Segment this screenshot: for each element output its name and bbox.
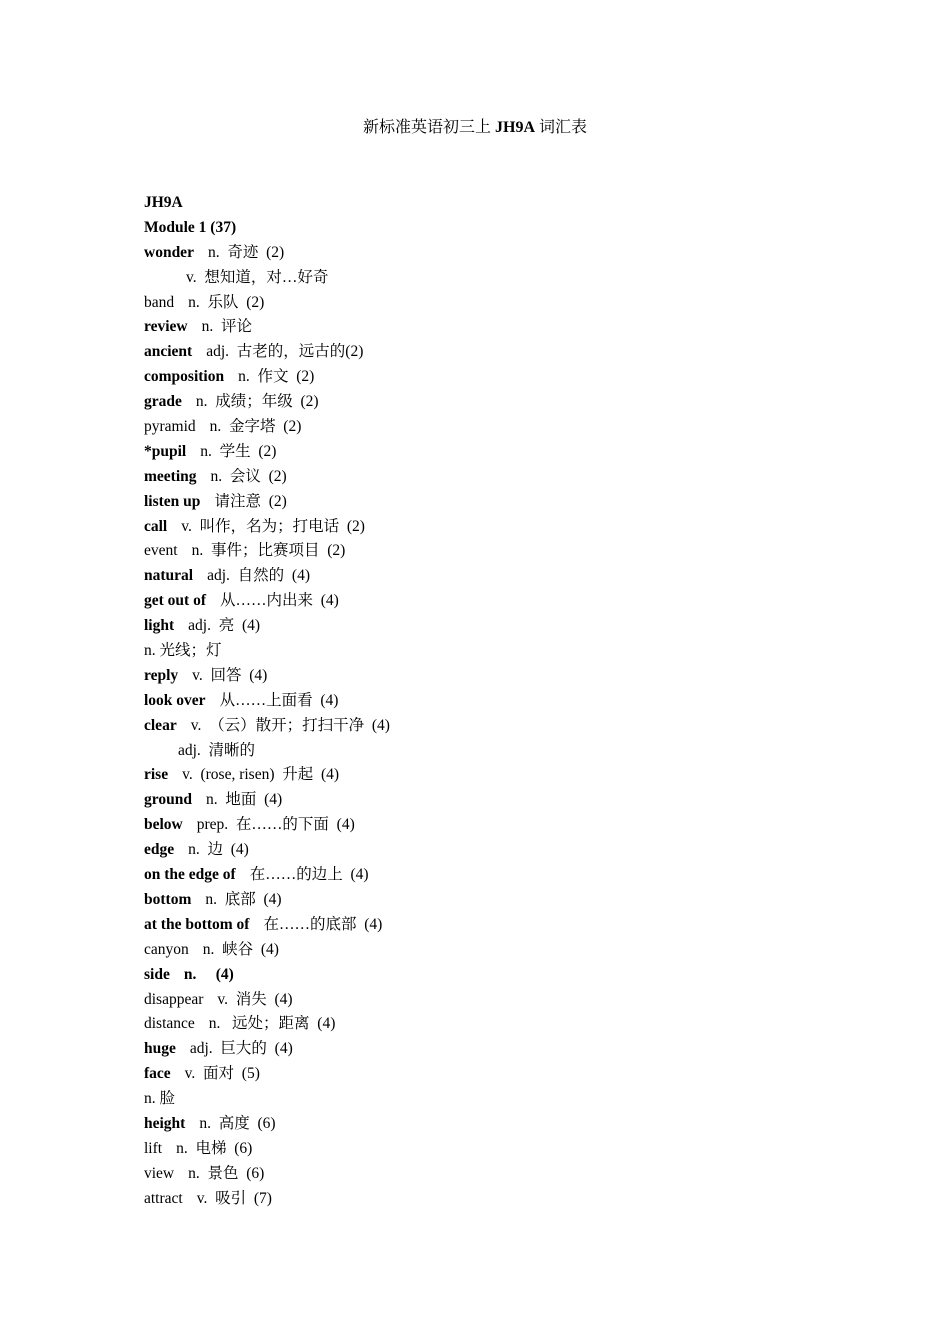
vocab-definition: 请注意 (2) (214, 492, 287, 510)
vocab-entry (144, 1014, 390, 1039)
vocab-entry (144, 840, 390, 865)
vocab-word: reply (144, 666, 179, 684)
vocab-entry (144, 268, 390, 293)
vocab-definition: n. 底部 (4) (205, 890, 282, 908)
vocab-definition: n. 电梯 (6) (176, 1139, 253, 1157)
vocab-word: clear (144, 716, 177, 734)
vocab-entry (144, 417, 390, 442)
vocab-definition: n. 乐队 (2) (188, 293, 265, 311)
vocab-word: review (144, 318, 188, 336)
vocab-word: side (144, 965, 170, 983)
entries-container (144, 243, 390, 1214)
vocab-word: get out of (144, 592, 206, 610)
page-title (0, 118, 950, 138)
vocab-definition: 从……上面看 (4) (219, 691, 339, 709)
vocab-definition: n. 峡谷 (4) (202, 940, 279, 958)
vocab-entry (144, 1189, 390, 1214)
vocab-entry (144, 890, 390, 915)
vocab-entry (144, 317, 390, 342)
book-heading: JH9A (144, 194, 183, 211)
vocab-word: listen up (144, 492, 201, 510)
vocab-word: composition (144, 368, 225, 386)
vocab-entry (144, 492, 390, 517)
vocab-entry (144, 367, 390, 392)
vocab-entry (144, 342, 390, 367)
vocab-definition: adj. 自然的 (4) (207, 567, 310, 585)
vocab-entry (144, 691, 390, 716)
vocab-definition: n. 作文 (2) (238, 368, 315, 386)
vocab-definition: v. 面对 (5) (184, 1065, 260, 1083)
vocab-word: pyramid (144, 418, 196, 436)
vocab-definition: v. 回答 (4) (192, 666, 268, 684)
vocab-entry (144, 765, 390, 790)
vocabulary-list (144, 193, 390, 1214)
vocab-definition: n. 脸 (144, 1090, 176, 1108)
vocab-definition: n. 高度 (6) (199, 1114, 276, 1132)
vocab-word: ground (144, 791, 192, 809)
vocab-definition: n. 成绩；年级 (2) (195, 393, 319, 411)
vocab-word: event (144, 542, 178, 560)
vocab-entry (144, 392, 390, 417)
vocab-definition: 从……内出来 (4) (220, 592, 339, 610)
vocab-entry (144, 243, 390, 268)
module-heading: Module 1 (37) (144, 218, 237, 236)
vocab-entry (144, 716, 390, 741)
vocab-word: at the bottom of (144, 915, 250, 933)
vocab-entry (144, 616, 390, 641)
vocab-entry (144, 965, 390, 990)
vocab-word: meeting (144, 467, 197, 485)
vocab-entry (144, 1089, 390, 1114)
vocab-entry (144, 541, 390, 566)
vocab-definition: n. 会议 (2) (210, 467, 287, 485)
vocab-entry (144, 1064, 390, 1089)
vocab-word: wonder (144, 243, 194, 261)
vocab-word: grade (144, 393, 182, 411)
vocab-entry (144, 641, 390, 666)
vocab-definition: n. 学生 (2) (200, 442, 277, 460)
vocab-word: look over (144, 691, 206, 709)
vocab-definition: 在……的边上 (4) (249, 866, 369, 884)
vocab-definition: n. 事件；比赛项目 (2) (191, 542, 346, 560)
vocab-word: canyon (144, 940, 189, 958)
vocab-entry (144, 990, 390, 1015)
vocab-word: on the edge of (144, 866, 236, 884)
vocab-entry (144, 1114, 390, 1139)
vocab-definition: v. 叫作，名为；打电话 (2) (181, 517, 365, 535)
vocab-definition: n. 远处；距离 (4) (208, 1015, 336, 1033)
vocab-word: disappear (144, 990, 204, 1008)
vocab-word: call (144, 517, 168, 535)
vocab-word: view (144, 1164, 175, 1182)
vocab-word: natural (144, 567, 194, 585)
vocab-word: light (144, 617, 175, 635)
vocab-word: lift (144, 1139, 163, 1157)
vocab-definition: v. 想知道，对…好奇 (186, 268, 329, 286)
vocab-definition: v. 消失 (4) (217, 990, 293, 1008)
vocab-definition: 在……的底部 (4) (263, 915, 383, 933)
vocab-definition: n. 地面 (4) (205, 791, 283, 809)
vocab-word: distance (144, 1015, 195, 1033)
vocab-word: attract (144, 1189, 183, 1207)
vocab-definition: n. 边 (4) (188, 841, 249, 859)
vocab-entry (144, 591, 390, 616)
vocab-definition: n. 奇迹 (2) (207, 243, 285, 261)
vocab-word: below (144, 816, 183, 834)
vocab-entry (144, 865, 390, 890)
vocab-entry (144, 741, 390, 766)
title-suffix: 词汇表 (539, 119, 588, 136)
vocab-definition: n. 光线；灯 (144, 642, 222, 660)
vocab-entry (144, 442, 390, 467)
vocab-entry (144, 1039, 390, 1064)
vocab-definition: adj. 亮 (4) (188, 617, 261, 635)
vocab-word: rise (144, 766, 169, 784)
vocab-definition: adj. 巨大的 (4) (189, 1040, 293, 1058)
vocab-definition: v. （云）散开；打扫干净 (4) (190, 716, 390, 734)
title-prefix: 新标准英语初三上 (362, 119, 491, 136)
vocab-entry (144, 790, 390, 815)
vocab-definition: v. 吸引 (7) (196, 1189, 272, 1207)
vocab-entry (144, 666, 390, 691)
vocab-word: bottom (144, 890, 192, 908)
vocab-definition: n. 景色 (6) (188, 1164, 265, 1182)
vocab-word: ancient (144, 343, 193, 361)
vocab-entry (144, 940, 390, 965)
vocab-entry (144, 293, 390, 318)
vocab-definition: n. 评论 (201, 318, 252, 336)
vocab-entry (144, 566, 390, 591)
vocab-word: huge (144, 1040, 176, 1058)
vocab-definition: n. 金字塔 (2) (209, 418, 302, 436)
vocab-entry (144, 915, 390, 940)
vocab-entry (144, 1164, 390, 1189)
vocab-word: edge (144, 841, 175, 859)
vocab-entry (144, 517, 390, 542)
vocab-entry (144, 467, 390, 492)
vocab-word: *pupil (144, 442, 187, 460)
title-bold: JH9A (495, 119, 535, 136)
vocab-word: band (144, 293, 175, 311)
vocab-definition: v. (rose, risen) 升起 (4) (182, 766, 340, 784)
vocab-definition: prep. 在……的下面 (4) (196, 816, 355, 834)
vocab-word: face (144, 1065, 171, 1083)
vocab-word: height (144, 1114, 186, 1132)
vocab-entry (144, 1139, 390, 1164)
vocab-definition: adj. 清晰的 (178, 741, 256, 759)
vocab-entry (144, 815, 390, 840)
vocab-definition: n. (4) (183, 965, 234, 983)
vocab-definition: adj. 古老的，远古的(2) (206, 343, 364, 361)
